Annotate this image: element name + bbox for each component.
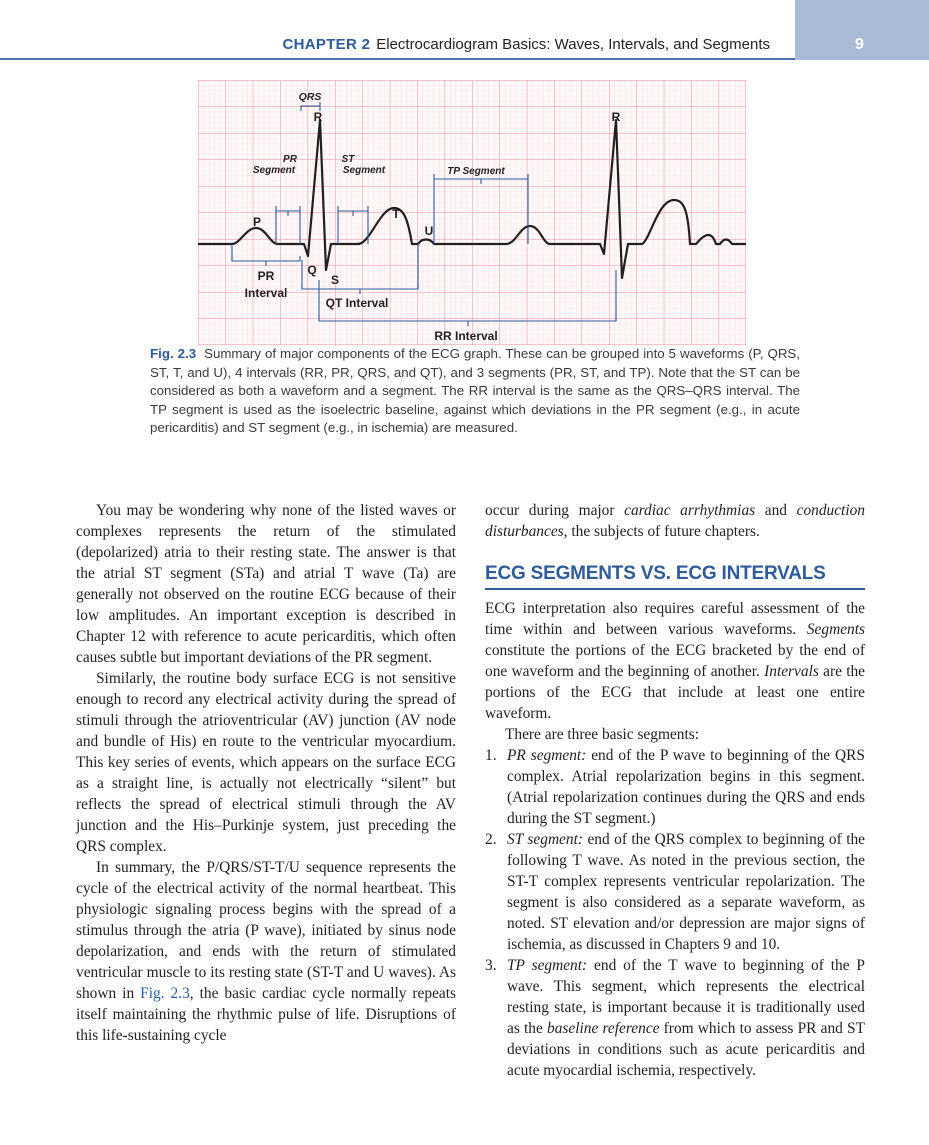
cont-em-conduction: conduction disturbances <box>485 502 865 540</box>
label-s: S <box>330 273 340 287</box>
chapter-label: CHAPTER 2 <box>282 36 371 53</box>
page-number: 9 <box>855 36 864 53</box>
left-paragraph-1: You may be wondering why none of the listed waves or complexes represents the return of the stimulated (depolarized) atria to their resting state. The answer is that the atrial ST segment (STa) and atrial T wave (Ta) are generally not observed on the routine ECG because of their low amplitudes. An important exception is described in Chapter 12 with reference to acute pericarditis, which often causes subtle but important deviations of the PR segment. <box>76 502 456 666</box>
list-item <box>485 829 865 955</box>
p1-em-intervals: Intervals <box>764 663 819 680</box>
right-column <box>485 500 865 1081</box>
label-p: P <box>252 215 262 229</box>
label-q: Q <box>307 263 317 277</box>
running-head <box>0 36 770 53</box>
list-em-baseline: baseline reference <box>547 1020 660 1037</box>
label-r1: R <box>313 110 323 124</box>
list-term: ST segment: <box>507 831 583 848</box>
left-paragraph-2: Similarly, the routine body surface ECG is not sensitive enough to record any electrical activity during the spread of stimuli through the atrioventricular (AV) junction (AV node and bundle of His) en route to the ventricular myocardium. This key series of events, which appears on the surface ECG as a straight line, is actually not electrically “silent” but reflects the spread of electrical stimuli through the AV junction and the His–Purkinje system, just preceding the QRS complex. <box>76 670 456 855</box>
list-term: TP segment: <box>507 957 588 974</box>
label-st-seg-1: ST <box>341 154 355 165</box>
list-text: end of the P wave to beginning of the QRS complex. Atrial repolarization begins in this segment. (Atrial repolarization continues during the QRS and ends during the ST segment.) <box>507 747 865 827</box>
list-text-b: from which to assess PR and ST deviations in conditions such as acute pericarditis and acute myocardial ischemia, respectively. <box>507 1020 865 1079</box>
label-r2: R <box>611 110 621 124</box>
p1-text-b: constitute the portions of the ECG bracketed by the end of one waveform and the beginning of another. <box>485 642 865 680</box>
label-t: T <box>392 207 400 221</box>
list-number: 1. <box>485 747 497 764</box>
label-pr-seg-2: Segment <box>252 165 296 176</box>
cont-em-arrhythmias: cardiac arrhythmias <box>624 502 756 519</box>
label-st-seg-2: Segment <box>342 165 386 176</box>
list-number: 2. <box>485 831 497 848</box>
list-item <box>485 955 865 1081</box>
label-u: U <box>424 224 434 238</box>
label-pr-int-2: Interval <box>244 286 288 300</box>
label-pr-int-1: PR <box>257 269 275 283</box>
caption-text: Summary of major components of the ECG graph. These can be grouped into 5 waveforms (P, QRS, ST, T, and U), 4 intervals (RR, PR, QRS, and QT), and 3 segments (PR, ST, and TP). Note that the ST can be considered as both a waveform and a segment. The RR interval is the same as the QRS–QRS interval. The TP segment is used as the isoelectric baseline, against which deviations in the PR segment (e.g., in acute pericarditis) and ST segment (e.g., in ischemia) are measured. <box>150 346 801 436</box>
segment-list <box>485 745 865 1081</box>
section-heading: ECG SEGMENTS VS. ECG INTERVALS <box>485 563 865 590</box>
page-number-tab <box>795 0 929 60</box>
ecg-grid <box>198 80 746 345</box>
cont-text-a: occur during major <box>485 502 625 519</box>
label-qrs: QRS <box>298 91 322 103</box>
ecg-figure <box>198 80 746 345</box>
figure-caption <box>150 345 800 438</box>
p1-text-a: ECG interpretation also requires careful assessment of the time within and between various waveforms. <box>485 600 865 638</box>
list-number: 3. <box>485 957 497 974</box>
list-text: end of the T wave to beginning of the P wave. This segment, which represents the electrical resting state, is important because it is traditionally used as the <box>507 957 865 1037</box>
cont-text-c: , the subjects of future chapters. <box>563 523 760 540</box>
label-qt-int: QT Interval <box>325 296 389 310</box>
ecg-diagram <box>198 80 746 345</box>
p1-text-c: are the portions of the ECG that include at least one entire waveform. <box>485 663 865 722</box>
list-item <box>485 745 865 829</box>
cont-text-b: and <box>755 502 797 519</box>
figure-label: Fig. 2.3 <box>150 346 197 361</box>
figure-link[interactable]: Fig. 2.3 <box>140 985 190 1002</box>
list-text: end of the QRS complex to beginning of the following T wave. As noted in the previous section, the ST-T complex represents ventricular repolarization. The segment is also considered as a separate waveform, as noted. ST elevation and/or depression are major signs of ischemia, as discussed in Chapters 9 and 10. <box>507 831 866 953</box>
left-paragraph-3 <box>76 857 456 1046</box>
chapter-title: Electrocardiogram Basics: Waves, Intervals, and Segments <box>376 36 770 53</box>
label-pr-seg-1: PR <box>283 154 297 165</box>
p1-em-segments: Segments <box>806 621 865 638</box>
left-p3-text-a: In summary, the P/QRS/ST-T/U sequence represents the cycle of the electrical activity of the normal heartbeat. This physiologic signaling process begins with the spread of a stimulus through the atria (P wave), initiated by sinus node depolarization, and ends with the return of stimulated ventricular muscle to its resting state (ST-T and U waves). As shown in <box>76 859 456 1002</box>
list-term: PR segment: <box>507 747 587 764</box>
left-column <box>76 500 456 1046</box>
right-paragraph-1 <box>485 598 865 724</box>
right-continuation <box>485 500 865 542</box>
right-paragraph-2: There are three basic segments: <box>505 726 699 743</box>
label-rr-int: RR Interval <box>434 329 498 343</box>
label-tp-seg: TP Segment <box>447 166 505 177</box>
left-p3-text-b: , the basic cardiac cycle normally repeats itself maintaining the rhythmic pulse of life. Disruptions of this life-sustaining cycle <box>76 985 457 1044</box>
